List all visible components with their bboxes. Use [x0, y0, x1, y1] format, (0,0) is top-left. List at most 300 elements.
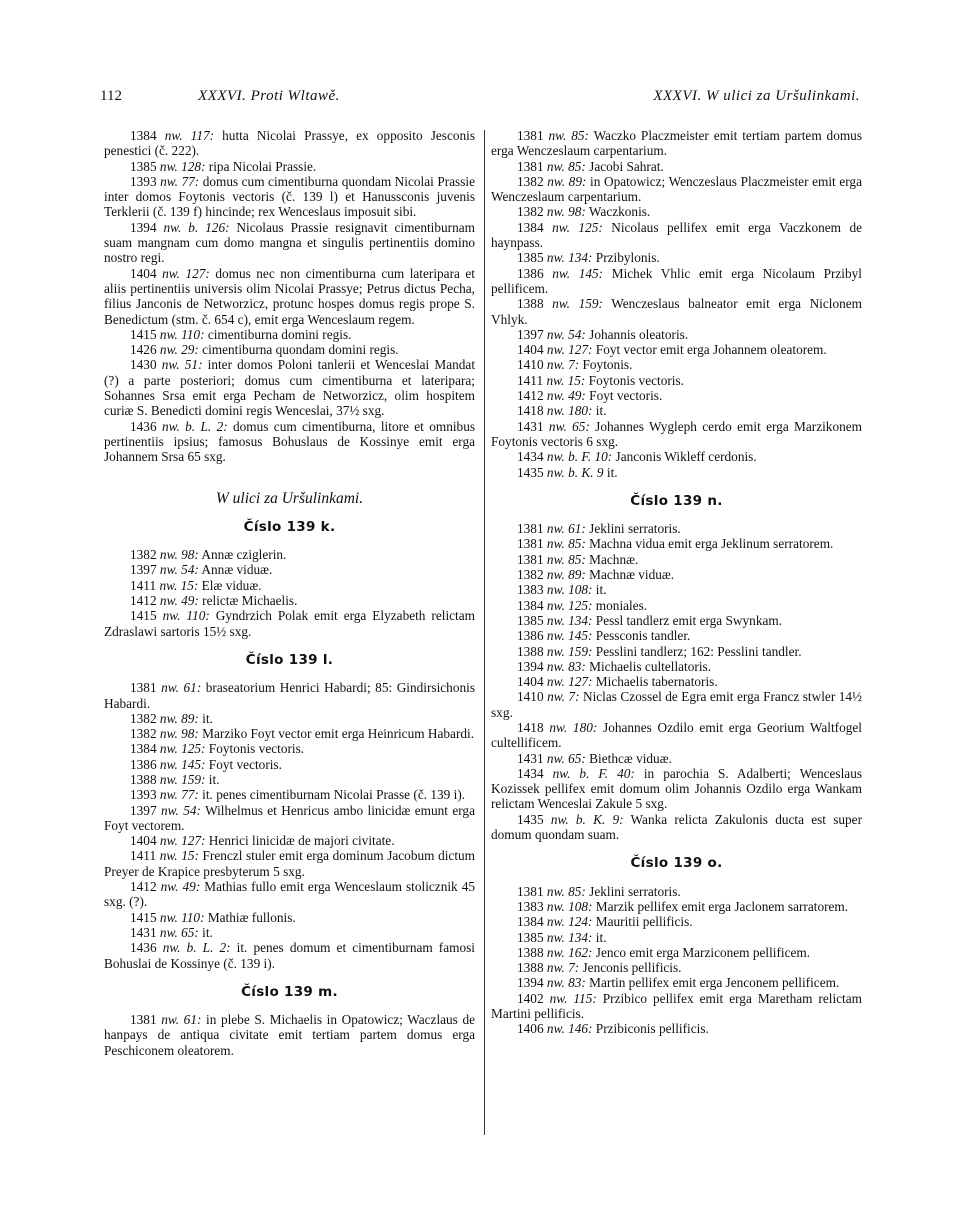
entry-text: it.	[603, 464, 618, 480]
entry-year: 1404	[517, 342, 544, 358]
entry-text: domus nec non cimentiburna cum lateripara et aliis pertinentiis universis olim Nicolai Prassye; Petrus dictus Pecha, filius Janconis de Networzicz, protunc hospes domus regis prope S. Benedictum (stm. č. 654 c), emit erga Wenceslaum regem.	[104, 265, 475, 327]
entry-text: Annæ cziglerin.	[198, 547, 287, 563]
entry-year: 1386	[517, 628, 544, 644]
record-entry	[104, 174, 475, 220]
entry-folio: 89:	[568, 173, 587, 189]
entry-folio: 108:	[568, 898, 593, 914]
entry-year: 1381	[517, 883, 544, 899]
record-entry	[104, 940, 475, 971]
entry-folio: 89:	[181, 710, 199, 726]
entry-folio: 145:	[578, 265, 604, 281]
entry-source-ref: nw.	[160, 802, 179, 818]
record-entry	[491, 250, 862, 265]
entry-source-ref: nw.	[552, 219, 570, 235]
entry-year: 1431	[130, 924, 157, 940]
entry-year: 1431	[517, 418, 544, 434]
right-column	[491, 128, 862, 1037]
entry-source-ref: nw.	[546, 960, 565, 976]
entry-folio: 7:	[568, 689, 580, 705]
entry-source-ref: nw.	[546, 658, 565, 674]
entry-text: Elæ viduæ.	[198, 577, 262, 593]
entry-text: Machnæ viduæ.	[585, 567, 675, 583]
entry-folio: 65:	[572, 418, 590, 434]
entry-year: 1383	[517, 898, 544, 914]
entry-text: domus cum cimentiburna quondam Nicolai Prassie inter domos Foytonis vectoris (č. 139 l) et Hanussconis juvenis Terklerii (č. 139 f) hincinde; rex Wenceslaus imposuit sibi.	[104, 173, 475, 220]
entry-text: Przibico pellifex emit erga Maretham relictam Martini pellificis.	[491, 990, 862, 1022]
entry-year: 1394	[517, 658, 544, 674]
entry-source-ref: nw. b. L.	[161, 418, 212, 434]
entry-folio: 127:	[568, 674, 593, 690]
entry-year: 1404	[517, 674, 544, 690]
entry-source-ref: nw.	[546, 944, 565, 960]
record-entry	[491, 204, 862, 219]
entry-text: Annæ viduæ.	[198, 562, 273, 578]
entry-text: in plebe S. Michaelis in Opatowicz; Waczlaus de hanpays de antiqua civitate emit tertiam partem domus erga Peschiconem oleatorem.	[104, 1012, 476, 1058]
entry-folio: 65:	[568, 750, 586, 766]
record-entry	[491, 128, 862, 159]
record-entry	[104, 833, 475, 848]
entry-folio: 159:	[568, 643, 593, 659]
record-entry	[491, 1021, 862, 1036]
entry-folio: 15:	[180, 577, 199, 593]
entry-text: Foyt vectoris.	[205, 756, 282, 772]
entry-folio: 134:	[568, 929, 593, 945]
entry-source-ref: nw.	[546, 628, 565, 644]
entry-folio: 7:	[568, 357, 580, 373]
entry-year: 1382	[517, 173, 544, 189]
entry-year: 1388	[517, 296, 544, 312]
record-entry	[104, 327, 475, 342]
entry-folio: 54:	[568, 326, 586, 342]
entry-source-ref: nw.	[159, 158, 178, 174]
record-entry	[104, 879, 475, 910]
entry-text: it.	[592, 582, 607, 598]
entry-text: Henrici linicidæ de majori civitate.	[205, 833, 395, 849]
entry-folio: 159:	[181, 771, 206, 787]
entry-folio: 29:	[181, 342, 199, 358]
record-entry	[104, 787, 475, 802]
entry-text: it.	[205, 771, 220, 787]
entry-year: 1384	[130, 128, 157, 143]
entry-folio: 65:	[181, 924, 199, 940]
entry-folio: 85:	[571, 128, 589, 143]
record-entry	[104, 562, 475, 577]
record-entry	[491, 521, 862, 536]
entry-folio: 10:	[594, 449, 613, 465]
entry-year: 1394	[517, 975, 544, 991]
entry-source-ref: nw.	[546, 643, 565, 659]
entry-text: hutta Nicolai Prassye, ex opposito Jesconis penestici (č. 222).	[104, 128, 476, 159]
entry-year: 1402	[517, 990, 544, 1006]
entry-folio: 145:	[181, 756, 206, 772]
page-number: 112	[100, 88, 122, 104]
entry-year: 1381	[517, 158, 544, 174]
entry-folio: 61:	[183, 680, 202, 696]
entry-source-ref: nw.	[159, 787, 178, 803]
entry-year: 1436	[130, 418, 157, 434]
entry-source-ref: nw.	[162, 265, 180, 281]
entry-folio: 115:	[573, 990, 597, 1006]
entry-text: Przibylonis.	[592, 250, 660, 266]
entry-source-ref: nw.	[161, 357, 180, 373]
record-entry	[491, 388, 862, 403]
entry-source-ref: nw.	[546, 357, 565, 373]
record-entry	[104, 1012, 475, 1058]
entry-source-ref: nw.	[552, 265, 571, 281]
entry-year: 1431	[517, 750, 544, 766]
entry-year: 1388	[517, 960, 544, 976]
entry-year: 1434	[517, 765, 544, 781]
entry-source-ref: nw.	[159, 593, 178, 609]
record-entry	[104, 925, 475, 940]
entry-text: Jenconis pellificis.	[579, 960, 682, 976]
entry-source-ref: nw.	[546, 597, 565, 613]
record-entry	[491, 899, 862, 914]
entry-text: Janconis Wikleff cerdonis.	[612, 449, 757, 465]
entry-text: it. penes domum et cimentiburnam famosi Bohuslai de Kossinye (č. 139 i).	[104, 940, 475, 971]
record-entry	[491, 174, 862, 205]
entry-folio: 9	[596, 464, 604, 480]
entry-source-ref: nw.	[546, 674, 565, 690]
record-entry	[491, 419, 862, 450]
entry-text: inter domos Poloni tanlerii et Wenceslai Mandat (?) a parte posteriori; domus cum cimentiburna et lateripara; Sohannes Srsa emit erga Pecham de Networzicz, olim hospitem curiæ S. Benedicti domini regis Wenceslai, 37½ sxg.	[104, 357, 476, 419]
entry-source-ref: nw.	[546, 914, 565, 930]
entry-year: 1410	[517, 357, 544, 373]
running-header	[100, 88, 860, 112]
entry-folio: 83:	[568, 658, 586, 674]
entry-text: it.	[592, 929, 607, 945]
entry-year: 1381	[130, 680, 157, 696]
entry-year: 1382	[130, 710, 157, 726]
entry-source-ref: nw.	[552, 296, 571, 312]
entry-text: Frenczl stuler emit erga dominum Jacobum dictum Preyer de Krapice presbyterum 5 sxg.	[104, 848, 476, 879]
record-entry	[491, 159, 862, 174]
entry-text: it. penes cimentiburnam Nicolai Prasse (č. 139 i).	[198, 787, 466, 803]
entry-folio: 159:	[578, 296, 603, 312]
record-entry	[491, 975, 862, 990]
entry-source-ref: nw.	[546, 582, 565, 598]
entry-year: 1430	[130, 357, 157, 373]
entry-text: ripa Nicolai Prassie.	[205, 158, 317, 174]
entry-year: 1411	[130, 577, 157, 593]
entry-source-ref: nw. b. F.	[552, 765, 609, 781]
entry-year: 1397	[130, 562, 157, 578]
entry-text: Waczkonis.	[585, 204, 651, 220]
entry-source-ref: nw.	[160, 173, 178, 189]
entry-source-ref: nw.	[549, 990, 568, 1006]
entry-folio: 98:	[568, 204, 586, 220]
entry-text: moniales.	[592, 597, 648, 613]
record-entry	[104, 757, 475, 772]
record-entry	[104, 128, 475, 159]
entry-year: 1382	[130, 547, 157, 563]
record-entry	[104, 593, 475, 608]
entry-year: 1384	[517, 597, 544, 613]
record-entry	[491, 884, 862, 899]
record-entry	[491, 552, 862, 567]
entry-folio: 9:	[612, 811, 624, 827]
entry-source-ref: nw.	[546, 204, 565, 220]
record-entry	[104, 741, 475, 756]
entry-source-ref: nw.	[159, 726, 178, 742]
record-entry	[491, 628, 862, 643]
record-entry	[104, 220, 475, 266]
entry-year: 1381	[517, 521, 544, 537]
entry-text: Nicolaus Prassie resignavit cimentiburnam suam mangnam cum domo mangna et singulis pertinentiis domino nostro regi.	[104, 219, 475, 266]
left-column	[104, 128, 475, 1058]
entry-source-ref: nw.	[159, 342, 178, 358]
entry-source-ref: nw.	[548, 418, 567, 434]
entry-text: Michaelis cultellatoris.	[585, 658, 712, 674]
entry-source-ref: nw.	[546, 521, 565, 537]
entry-year: 1410	[517, 689, 544, 705]
entry-text: Wanka relicta Zakulonis ducta est super domum quondam suam.	[491, 811, 862, 843]
entry-folio: 162:	[568, 944, 593, 960]
record-entry	[491, 582, 862, 597]
entry-year: 1435	[517, 811, 544, 827]
entry-text: Michaelis tabernatoris.	[592, 674, 718, 690]
entry-folio: 110:	[181, 326, 205, 342]
entry-text: Gyndrzich Polak emit erga Elyzabeth relictam Zdraslawi sartoris 15½ sxg.	[104, 608, 475, 639]
entry-year: 1384	[130, 741, 157, 757]
entry-folio: 51:	[184, 357, 203, 373]
entry-source-ref: nw.	[546, 612, 565, 628]
entry-year: 1381	[517, 551, 544, 567]
entry-year: 1388	[517, 944, 544, 960]
entry-folio: 49:	[182, 879, 201, 895]
entry-source-ref: nw.	[159, 562, 178, 578]
entry-folio: 110:	[186, 608, 210, 624]
record-entry	[491, 266, 862, 297]
entry-year: 1418	[517, 403, 544, 419]
record-entry	[491, 342, 862, 357]
entry-text: Jenco emit erga Marziconem pellificem.	[592, 944, 811, 960]
entry-source-ref: nw.	[548, 128, 567, 143]
entry-folio: 127:	[181, 833, 206, 849]
record-entry	[491, 598, 862, 613]
entry-year: 1406	[517, 1021, 544, 1037]
entry-text: Foyt vector emit erga Johannem oleatorem.	[592, 342, 827, 358]
entry-folio: 40:	[617, 765, 635, 781]
record-entry	[491, 659, 862, 674]
entry-folio: 180:	[572, 719, 598, 735]
entry-folio: 2:	[216, 418, 228, 434]
entry-text: Mauritii pellificis.	[592, 914, 693, 930]
entry-source-ref: nw.	[159, 326, 178, 342]
entry-folio: 49:	[181, 593, 199, 609]
entry-source-ref: nw. b. L.	[162, 940, 214, 956]
entry-text: Machna vidua emit erga Jeklinum serratorem.	[585, 536, 834, 552]
record-entry	[491, 327, 862, 342]
entry-text: Johannes Ozdilo emit erga Georium Waltfogel cultellificem.	[491, 719, 862, 751]
entry-folio: 98:	[181, 547, 199, 563]
house-number-heading: Číslo 139 l.	[245, 651, 334, 668]
entry-source-ref: nw.	[159, 756, 178, 772]
record-entry	[104, 578, 475, 593]
entry-text: Pessl tandlerz emit erga Swynkam.	[592, 612, 783, 628]
entry-folio: 128:	[181, 158, 206, 174]
entry-source-ref: nw.	[546, 883, 565, 899]
entry-source-ref: nw.	[164, 128, 183, 143]
entry-text: it.	[198, 710, 213, 726]
entry-folio: 125:	[578, 219, 603, 235]
left-running-title: XXXVI. Proti Wltawě.	[198, 88, 340, 104]
record-entry	[104, 419, 475, 465]
entry-year: 1434	[517, 449, 544, 465]
entry-folio: 134:	[568, 250, 593, 266]
entry-text: Jeklini serratoris.	[585, 521, 681, 537]
entry-text: Jacobi Sahrat.	[585, 158, 664, 174]
entry-text: Przibiconis pellificis.	[592, 1021, 709, 1037]
record-entry	[491, 812, 862, 843]
entry-folio: 127:	[185, 265, 210, 281]
record-entry	[491, 914, 862, 929]
entry-source-ref: nw.	[547, 689, 565, 705]
entry-year: 1382	[130, 726, 157, 742]
entry-source-ref: nw. b.	[163, 219, 199, 235]
entry-year: 1415	[130, 326, 157, 342]
entry-year: 1381	[130, 1012, 157, 1028]
entry-year: 1385	[130, 158, 157, 174]
record-entry	[104, 342, 475, 357]
entry-source-ref: nw. b. K.	[546, 464, 594, 480]
record-entry	[491, 220, 862, 251]
entry-source-ref: nw.	[546, 567, 565, 583]
entry-folio: 85:	[568, 883, 586, 899]
entry-text: Foytonis vectoris.	[205, 741, 305, 757]
record-entry	[104, 711, 475, 726]
record-entry	[491, 296, 862, 327]
entry-source-ref: nw.	[546, 158, 565, 174]
entry-year: 1435	[517, 464, 544, 480]
entry-folio: 7:	[568, 960, 580, 976]
entry-text: in parochia S. Adalberti; Wenceslaus Kozissek pellifex emit domum olim Johannis Ozdilo erga Wankam relictam Wenceslai Zakule 5 sxg.	[491, 765, 863, 812]
entry-year: 1386	[517, 265, 544, 281]
entry-text: Biethcæ viduæ.	[585, 750, 672, 766]
entry-source-ref: nw.	[547, 173, 566, 189]
entry-folio: 15:	[567, 372, 586, 388]
record-entry	[104, 848, 475, 879]
entry-year: 1393	[130, 787, 157, 803]
entry-source-ref: nw. b. K.	[550, 811, 606, 827]
entry-text: it.	[198, 924, 213, 940]
entry-folio: 146:	[568, 1021, 593, 1037]
entry-year: 1381	[517, 536, 544, 552]
entry-source-ref: nw.	[162, 608, 181, 624]
entry-source-ref: nw.	[159, 771, 178, 787]
entry-year: 1384	[517, 914, 544, 930]
entry-folio: 77:	[181, 173, 200, 189]
entry-year: 1388	[517, 643, 544, 659]
entry-year: 1386	[130, 756, 157, 772]
entry-text: Jeklini serratoris.	[585, 883, 681, 899]
record-entry	[104, 357, 475, 418]
record-entry	[491, 373, 862, 388]
record-entry	[491, 465, 862, 480]
entry-folio: 89:	[568, 567, 586, 583]
record-entry	[104, 726, 475, 741]
entry-year: 1412	[130, 879, 157, 895]
entry-text: Johannes Wygleph cerdo emit erga Marzikonem Foytonis vectoris 6 sxg.	[491, 418, 862, 449]
entry-text: Pesslini tandlerz; 162: Pesslini tandler.	[592, 643, 802, 659]
entry-text: Mathiæ fullonis.	[204, 909, 296, 925]
entry-text: Nicolaus pellifex emit erga Vaczkonem de haynpass.	[491, 219, 863, 251]
record-entry	[491, 991, 862, 1022]
record-entry	[491, 536, 862, 551]
record-entry	[491, 930, 862, 945]
entry-folio: 77:	[181, 787, 199, 803]
entry-folio: 145:	[568, 628, 593, 644]
record-entry	[491, 613, 862, 628]
entry-source-ref: nw.	[546, 1021, 565, 1037]
entry-text: Wilhelmus et Henricus ambo linicidæ emunt erga Foyt vectorem.	[104, 802, 475, 833]
entry-folio: 98:	[181, 726, 199, 742]
column-divider	[484, 130, 485, 1135]
entry-year: 1397	[130, 802, 157, 818]
entry-source-ref: nw.	[546, 975, 565, 991]
entry-folio: 61:	[183, 1012, 202, 1028]
entry-year: 1397	[517, 326, 544, 342]
entry-folio: 110:	[181, 909, 205, 925]
entry-folio: 126:	[205, 219, 230, 235]
entry-source-ref: nw.	[159, 924, 178, 940]
entry-text: in Opatowicz; Wenczeslaus Placzmeister emit erga Wenczeslaum carpentarium.	[491, 173, 862, 205]
house-number-heading: Číslo 139 m.	[241, 983, 338, 1000]
entry-source-ref: nw.	[546, 898, 565, 914]
entry-year: 1385	[517, 612, 544, 628]
entry-source-ref: nw.	[546, 250, 565, 266]
entry-folio: 49:	[568, 388, 586, 404]
entry-source-ref: nw.	[546, 750, 565, 766]
entry-year: 1436	[130, 940, 157, 956]
record-entry	[104, 608, 475, 639]
entry-text: braseatorium Henrici Habardi; 85: Gindirsichonis Habardi.	[104, 680, 475, 711]
entry-year: 1382	[517, 204, 544, 220]
entry-text: Pessconis tandler.	[592, 628, 691, 644]
entry-source-ref: nw.	[546, 342, 565, 358]
entry-source-ref: nw.	[546, 372, 565, 388]
record-entry	[104, 772, 475, 787]
record-entry	[491, 449, 862, 464]
entry-text: Michek Vhlic emit erga Nicolaum Przibyl pellificem.	[491, 265, 862, 296]
record-entry	[491, 644, 862, 659]
entry-text: Waczko Placzmeister emit tertiam partem domus erga Wenczeslaum carpentarium.	[491, 128, 863, 159]
record-entry	[104, 159, 475, 174]
house-number-heading: Číslo 139 n.	[630, 492, 723, 509]
entry-text: Marzik pellifex emit erga Jaclonem sarratorem.	[592, 898, 849, 914]
entry-folio: 117:	[190, 128, 215, 143]
entry-source-ref: nw.	[159, 710, 178, 726]
entry-year: 1412	[517, 388, 544, 404]
entry-folio: 108:	[568, 582, 593, 598]
entry-text: Wenczeslaus balneator emit erga Niclonem Vhlyk.	[491, 296, 863, 327]
entry-source-ref: nw. b. F.	[546, 449, 592, 465]
record-entry	[491, 960, 862, 975]
entry-text: Machnæ.	[585, 551, 639, 567]
entry-text: Martin pellifex emit erga Jenconem pellificem.	[585, 975, 840, 991]
entry-folio: 134:	[568, 612, 593, 628]
entry-folio: 124:	[568, 914, 593, 930]
entry-text: it.	[592, 403, 607, 419]
entry-year: 1383	[517, 582, 544, 598]
entry-source-ref: nw.	[546, 929, 565, 945]
entry-year: 1418	[517, 719, 544, 735]
street-heading: W ulici za Uršulinkami.	[215, 489, 364, 507]
entry-text: Mathias fullo emit erga Wenceslaum stolicznik 45 sxg. (?).	[104, 879, 475, 910]
entry-source-ref: nw.	[546, 326, 565, 342]
record-entry	[104, 266, 475, 327]
entry-text: Foytonis vectoris.	[585, 372, 684, 388]
